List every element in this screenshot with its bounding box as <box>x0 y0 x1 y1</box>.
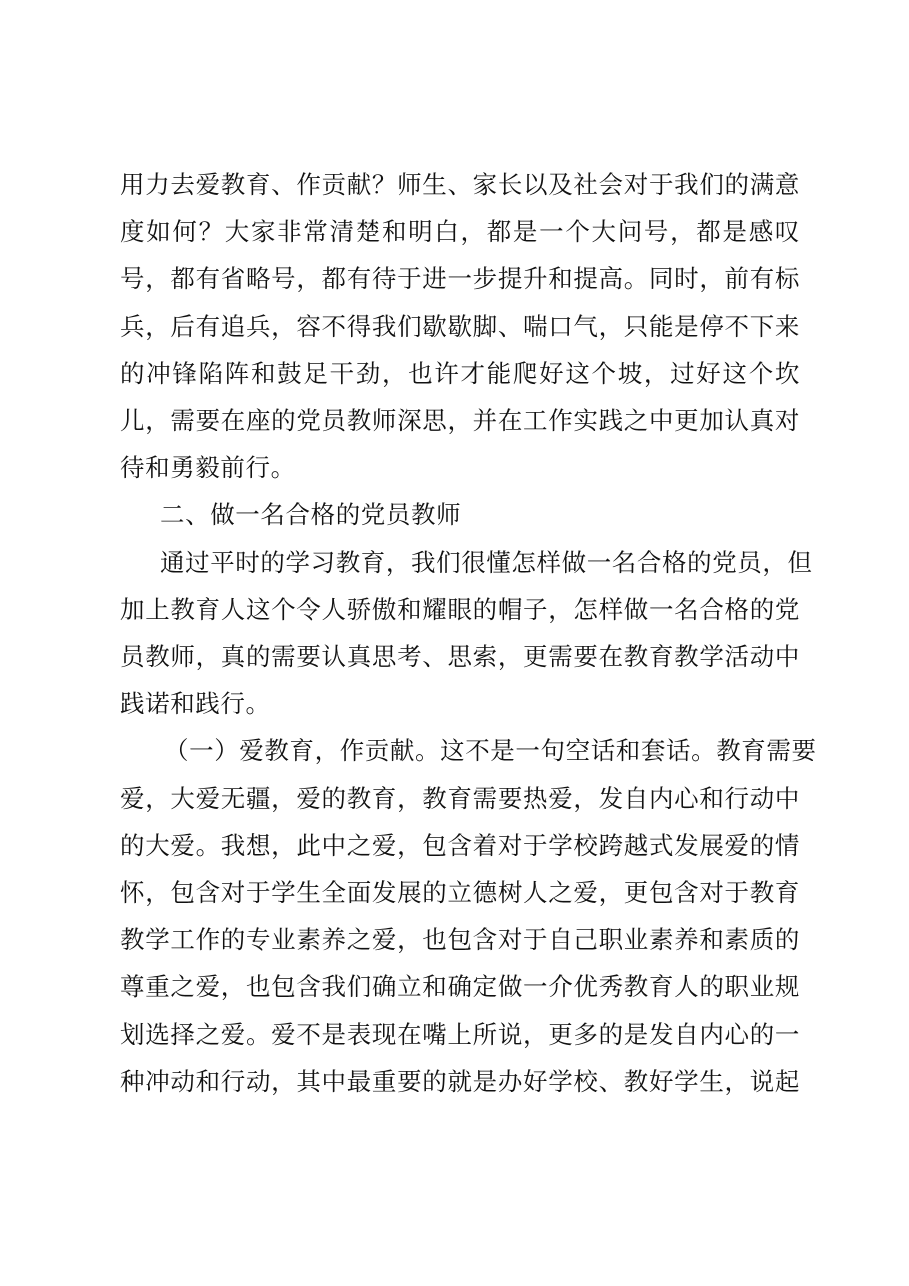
text-line: 儿，需要在座的党员教师深思，并在工作实践之中更加认真对 <box>120 406 800 436</box>
document-body <box>120 161 817 1105</box>
text-line: 种冲动和行动，其中最重要的就是办好学校、教好学生，说起 <box>120 1066 800 1096</box>
text-line: 尊重之爱，也包含我们确立和确定做一介优秀教育人的职业规 <box>120 972 800 1002</box>
text-line: 兵，后有追兵，容不得我们歇歇脚、喘口气，只能是停不下来 <box>120 311 800 341</box>
text-line: 践诺和践行。 <box>120 689 271 719</box>
text-line: 员教师，真的需要认真思考、思索，更需要在教育教学活动中 <box>120 642 800 672</box>
section-heading <box>120 491 800 538</box>
paragraph-point-1 <box>120 727 817 1105</box>
text-line: 待和勇毅前行。 <box>120 453 296 483</box>
text-line: 加上教育人这个令人骄傲和耀眼的帽子，怎样做一名合格的党 <box>120 594 800 624</box>
text-line: 的大爱。我想，此中之爱，包含着对于学校跨越式发展爱的情 <box>120 830 800 860</box>
text-line: 爱，大爱无疆，爱的教育，教育需要热爱，发自内心和行动中 <box>120 783 800 813</box>
text-line: 通过平时的学习教育，我们很懂怎样做一名合格的党员，但 <box>160 547 813 577</box>
text-line: 怀，包含对于学生全面发展的立德树人之爱，更包含对于教育 <box>120 878 800 908</box>
text-line: （一）爱教育，作贡献。这不是一句空话和套话。教育需要 <box>164 736 817 766</box>
text-line: 教学工作的专业素养之爱，也包含对于自己职业素养和素质的 <box>120 925 800 955</box>
text-line: 划选择之爱。爱不是表现在嘴上所说，更多的是发自内心的一 <box>120 1019 800 1049</box>
text-line: 的冲锋陷阵和鼓足干劲，也许才能爬好这个坡，过好这个坎 <box>120 358 800 388</box>
paragraph-continuation <box>120 161 800 491</box>
text-line: 号，都有省略号，都有待于进一步提升和提高。同时，前有标 <box>120 264 800 294</box>
text-line: 度如何？大家非常清楚和明白，都是一个大问号，都是感叹 <box>120 217 800 247</box>
heading-text: 二、做一名合格的党员教师 <box>160 500 462 530</box>
paragraph-intro <box>120 539 813 728</box>
text-line: 用力去爱教育、作贡献？师生、家长以及社会对于我们的满意 <box>120 170 800 199</box>
